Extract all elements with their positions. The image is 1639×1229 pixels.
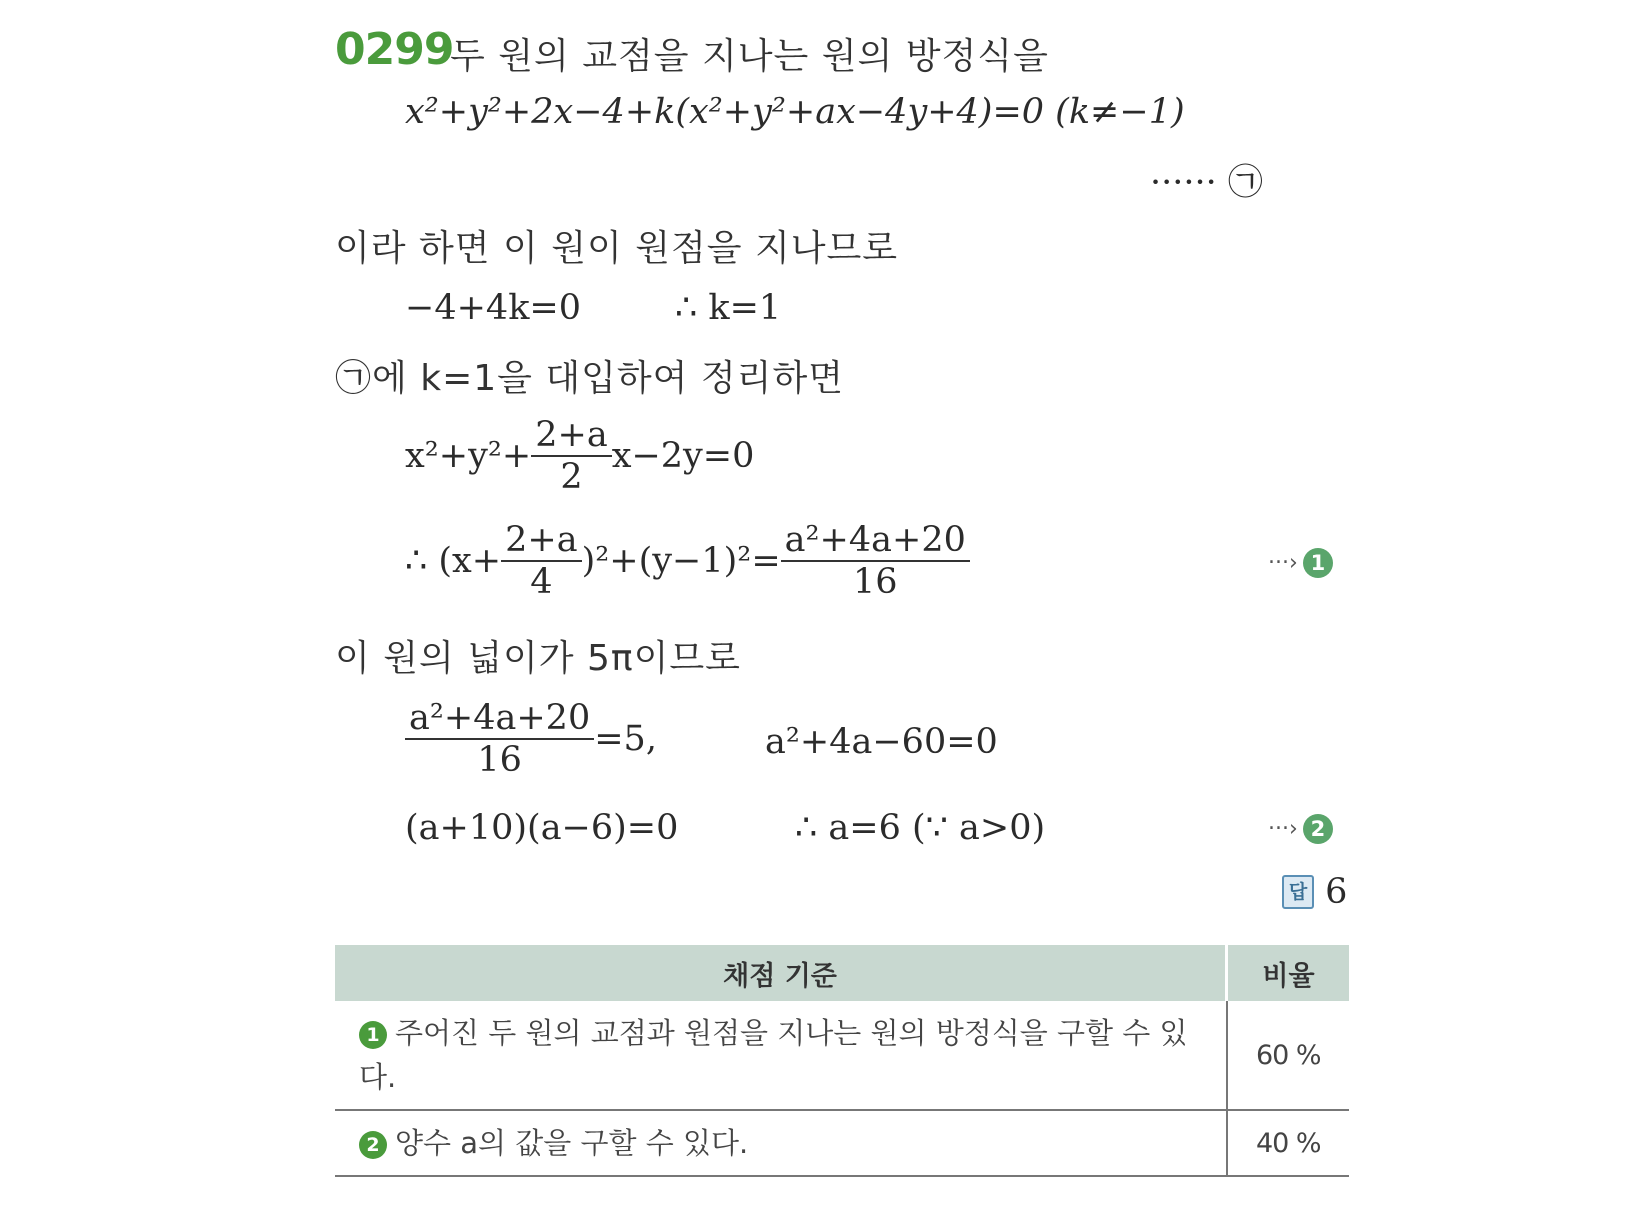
dotted-arrow-icon: ···› xyxy=(1268,550,1298,576)
criteria-text-1: 주어진 두 원의 교점과 원점을 지나는 원의 방정식을 구할 수 있다. xyxy=(359,1016,1188,1094)
eq3-fraction xyxy=(531,415,611,497)
text-substitute: ㉠에 k=1을 대입하여 정리하면 xyxy=(335,358,845,399)
eq3-post: x−2y=0 xyxy=(611,436,755,476)
equation-factored: (a+10)(a−6)=0 xyxy=(405,808,679,848)
criteria-ratio-1: 60 % xyxy=(1227,1001,1350,1110)
equation-circle-standard xyxy=(405,520,970,602)
text-origin-condition: 이라 하면 이 원이 원점을 지나므로 xyxy=(335,228,899,269)
table-row xyxy=(335,1001,1349,1110)
criteria-desc-1 xyxy=(335,1001,1227,1110)
criteria-ratio-2: 40 % xyxy=(1227,1110,1350,1176)
problem-number: 0299 xyxy=(335,24,454,75)
eq4-right-denominator: 16 xyxy=(852,562,898,602)
eq5-numerator: a²+4a+20 xyxy=(405,698,594,740)
eq4-numerator: 2+a xyxy=(501,520,581,562)
answer xyxy=(1282,872,1347,912)
header-ratio: 비율 xyxy=(1227,945,1350,1001)
equation-circle-general xyxy=(405,415,754,497)
answer-value: 6 xyxy=(1325,872,1348,912)
equation-k: −4+4k=0 xyxy=(405,288,581,328)
step-marker-1 xyxy=(1268,548,1333,578)
equation-family: x²+y²+2x−4+k(x²+y²+ax−4y+4)=0 (k≠−1) xyxy=(405,92,1185,132)
eq3-numerator: 2+a xyxy=(531,415,611,457)
step-2-badge: 2 xyxy=(1303,814,1333,844)
eq3-pre: x²+y²+ xyxy=(405,436,532,476)
eq5-post: =5, xyxy=(594,719,657,759)
eq4-fraction xyxy=(501,520,581,602)
eq4-denominator: 4 xyxy=(530,562,553,602)
problem-intro: 두 원의 교점을 지나는 원의 방정식을 xyxy=(450,36,1049,77)
answer-icon: 답 xyxy=(1282,875,1314,909)
criteria-text-2: 양수 a의 값을 구할 수 있다. xyxy=(395,1126,749,1160)
text-area-condition: 이 원의 넓이가 5π이므로 xyxy=(335,638,741,679)
eq4-right-fraction xyxy=(781,520,970,602)
eq3-denominator: 2 xyxy=(560,457,583,497)
table-header-row xyxy=(335,945,1349,1001)
eq5-fraction xyxy=(405,698,594,780)
equation-quadratic: a²+4a−60=0 xyxy=(765,722,998,762)
dotted-arrow-icon: ···› xyxy=(1268,816,1298,842)
grading-criteria-table xyxy=(335,945,1349,1177)
eq4-pre: ∴ (x+ xyxy=(405,541,502,581)
header-criteria: 채점 기준 xyxy=(335,945,1227,1001)
eq4-mid: )²+(y−1)²= xyxy=(581,541,781,581)
bullet-1-badge: 1 xyxy=(359,1021,387,1049)
result-a: ∴ a=6 (∵ a>0) xyxy=(795,808,1046,848)
step-1-badge: 1 xyxy=(1303,548,1333,578)
equation-label-giyeok: ······ ㉠ xyxy=(1150,163,1263,203)
criteria-desc-2 xyxy=(335,1110,1227,1176)
eq4-right-numerator: a²+4a+20 xyxy=(781,520,970,562)
result-k: ∴ k=1 xyxy=(675,288,782,328)
bullet-2-badge: 2 xyxy=(359,1131,387,1159)
table-row xyxy=(335,1110,1349,1176)
step-marker-2 xyxy=(1268,814,1333,844)
equation-area xyxy=(405,698,657,780)
eq5-denominator: 16 xyxy=(477,740,522,780)
